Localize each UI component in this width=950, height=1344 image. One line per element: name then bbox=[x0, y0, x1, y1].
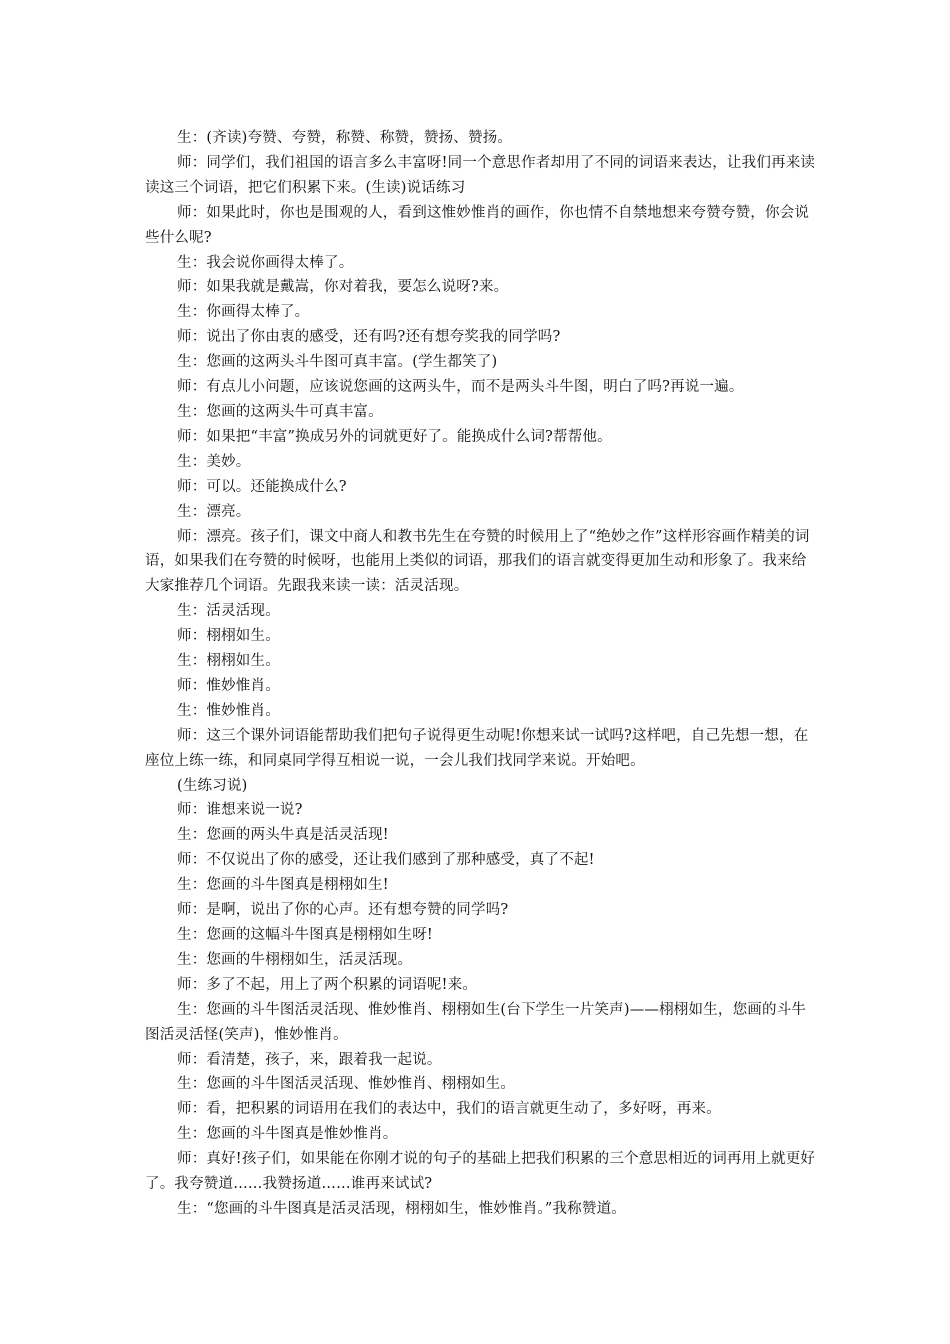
paragraph: 生：“您画的斗牛图真是活灵活现，栩栩如生，惟妙惟肖。”我称赞道。 bbox=[177, 1200, 626, 1217]
paragraph: 师：谁想来说一说? bbox=[177, 802, 303, 819]
paragraph: 生：您画的斗牛图真是栩栩如生! bbox=[177, 877, 389, 894]
paragraph: 生：您画的牛栩栩如生，活灵活现。 bbox=[177, 951, 413, 968]
paragraph: 生：漂亮。 bbox=[177, 503, 251, 520]
paragraph: (生练习说) bbox=[177, 777, 248, 794]
paragraph: 师：栩栩如生。 bbox=[177, 628, 280, 645]
paragraph: 生：您画的斗牛图活灵活现、惟妙惟肖、栩栩如生。 bbox=[177, 1076, 516, 1093]
paragraph: 生：您画的两头牛真是活灵活现! bbox=[177, 827, 389, 844]
paragraph: 师：看，把积累的词语用在我们的表达中，我们的语言就更生动了，多好呀，再来。 bbox=[177, 1101, 721, 1118]
paragraph: 生：您画的这两头牛可真丰富。 bbox=[177, 403, 383, 420]
paragraph: 师：同学们，我们祖国的语言多么丰富呀!同一个意思作者却用了不同的词语来表达，让我们再来读读这三个词语，把它们积累下来。(生读)说话练习 bbox=[145, 154, 816, 196]
paragraph: 生：活灵活现。 bbox=[177, 603, 280, 620]
paragraph: 生：您画的斗牛图活灵活现、惟妙惟肖、栩栩如生(台下学生一片笑声)——栩栩如生，您画的斗牛图活灵活怪(笑声)，惟妙惟肖。 bbox=[145, 1001, 807, 1043]
paragraph: 师：是啊，说出了你的心声。还有想夸赞的同学吗? bbox=[177, 902, 509, 919]
document-body bbox=[145, 126, 817, 1222]
paragraph: 师：真好!孩子们，如果能在你刚才说的句子的基础上把我们积累的三个意思相近的词再用上就更好了。我夸赞道……我赞扬道……谁再来试试? bbox=[145, 1151, 816, 1193]
paragraph: 师：有点儿小问题，应该说您画的这两头牛，而不是两头斗牛图，明白了吗?再说一遍。 bbox=[177, 379, 744, 396]
paragraph: 师：不仅说出了你的感受，还让我们感到了那种感受，真了不起! bbox=[177, 852, 595, 869]
paragraph: 师：惟妙惟肖。 bbox=[177, 677, 280, 694]
paragraph: 生：美妙。 bbox=[177, 453, 251, 470]
paragraph: 师：如果把“丰富”换成另外的词就更好了。能换成什么词?帮帮他。 bbox=[177, 428, 612, 445]
paragraph: 生：惟妙惟肖。 bbox=[177, 702, 280, 719]
paragraph: 生：您画的这两头斗牛图可真丰富。(学生都笑了) bbox=[177, 354, 498, 371]
paragraph: 生：栩栩如生。 bbox=[177, 653, 280, 670]
paragraph: 师：如果我就是戴嵩，你对着我，要怎么说呀?来。 bbox=[177, 279, 509, 296]
paragraph: 生：您画的这幅斗牛图真是栩栩如生呀! bbox=[177, 927, 433, 943]
paragraph: 师：多了不起，用上了两个积累的词语呢!来。 bbox=[177, 976, 478, 993]
paragraph: 生：您画的斗牛图真是惟妙惟肖。 bbox=[177, 1126, 398, 1143]
paragraph: 师：漂亮。孩子们，课文中商人和教书先生在夸赞的时候用上了“绝妙之作”这样形容画作精美的词语，如果我们在夸赞的时候呀，也能用上类似的词语，那我们的语言就变得更加生动和形象了。我来给大家推荐几个词语。先跟我来读一读：活灵活现。 bbox=[145, 528, 810, 595]
paragraph: 生：我会说你画得太棒了。 bbox=[177, 254, 354, 271]
paragraph: 师：说出了你由衷的感受，还有吗?还有想夸奖我的同学吗? bbox=[177, 329, 561, 346]
paragraph: 生：(齐读)夸赞、夸赞，称赞、称赞，赞扬、赞扬。 bbox=[177, 130, 513, 146]
paragraph: 生：你画得太棒了。 bbox=[177, 304, 310, 321]
paragraph: 师：这三个课外词语能帮助我们把句子说得更生动呢!你想来试一试吗?这样吧，自己先想一想，在座位上练一练，和同桌同学得互相说一说，一会儿我们找同学来说。开始吧。 bbox=[145, 727, 809, 769]
paragraph: 师：看清楚，孩子，来，跟着我一起说。 bbox=[177, 1051, 442, 1068]
paragraph: 师：如果此时，你也是围观的人，看到这惟妙惟肖的画作，你也情不自禁地想来夸赞夸赞，你会说些什么呢? bbox=[145, 204, 810, 246]
paragraph: 师：可以。还能换成什么? bbox=[177, 478, 347, 495]
